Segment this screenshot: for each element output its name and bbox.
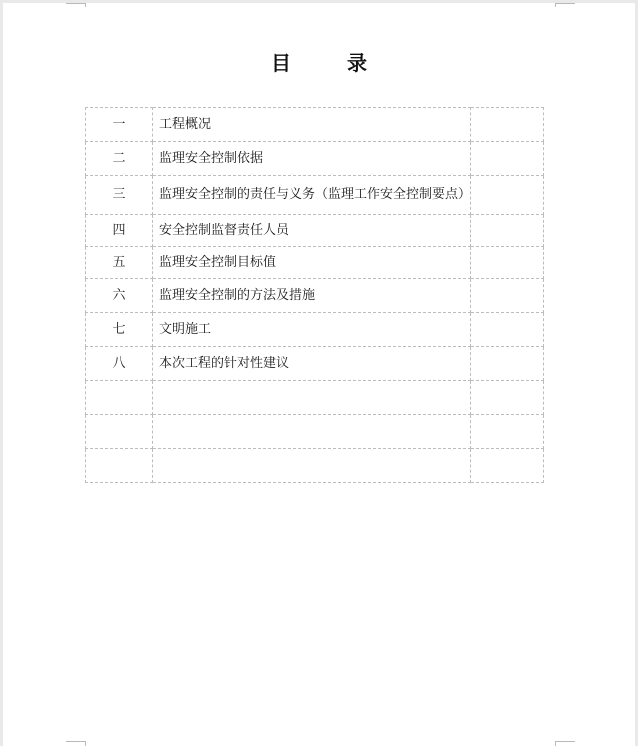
- toc-entry: 监理安全控制的责任与义务（监理工作安全控制要点）: [153, 176, 471, 215]
- toc-entry: 工程概况: [153, 108, 471, 142]
- crop-mark-bottom-right: [555, 741, 575, 742]
- toc-page: [471, 313, 544, 347]
- toc-number: 五: [86, 247, 153, 279]
- table-row: [86, 247, 544, 279]
- table-row: [86, 215, 544, 247]
- table-row: [86, 347, 544, 381]
- toc-number: 七: [86, 313, 153, 347]
- toc-entry: 本次工程的针对性建议: [153, 347, 471, 381]
- table-row: [86, 142, 544, 176]
- toc-page: [471, 279, 544, 313]
- toc-page: [471, 449, 544, 483]
- toc-page: [471, 381, 544, 415]
- table-row: [86, 415, 544, 449]
- crop-mark-bottom-left: [66, 741, 86, 742]
- toc-number: [86, 449, 153, 483]
- toc-page: [471, 415, 544, 449]
- table-row: [86, 381, 544, 415]
- table-row: [86, 449, 544, 483]
- table-row: [86, 279, 544, 313]
- table-row: [86, 313, 544, 347]
- title-char-right: 录: [347, 51, 367, 75]
- crop-mark-bottom-left-v: [85, 741, 86, 746]
- toc-number: 四: [86, 215, 153, 247]
- crop-mark-top-left-v: [85, 3, 86, 7]
- crop-mark-bottom-right-v: [555, 741, 556, 746]
- toc-entry: [153, 415, 471, 449]
- toc-entry: 安全控制监督责任人员: [153, 215, 471, 247]
- toc-page: [471, 108, 544, 142]
- toc-page: [471, 215, 544, 247]
- page-title: [3, 47, 635, 76]
- toc-number: [86, 415, 153, 449]
- crop-mark-top-left: [66, 3, 86, 4]
- toc-page: [471, 347, 544, 381]
- toc-entry: 监理安全控制依据: [153, 142, 471, 176]
- toc-number: 八: [86, 347, 153, 381]
- toc-page: [471, 142, 544, 176]
- toc-entry: 监理安全控制目标值: [153, 247, 471, 279]
- toc-table: [85, 107, 544, 483]
- toc-entry: 监理安全控制的方法及措施: [153, 279, 471, 313]
- toc-page: [471, 247, 544, 279]
- toc-number: [86, 381, 153, 415]
- toc-number: 三: [86, 176, 153, 215]
- title-char-left: 目: [271, 51, 291, 75]
- toc-number: 六: [86, 279, 153, 313]
- table-row: [86, 176, 544, 215]
- toc-entry: [153, 449, 471, 483]
- toc-number: 一: [86, 108, 153, 142]
- crop-mark-top-right: [555, 3, 575, 4]
- document-page: [3, 3, 635, 746]
- toc-number: 二: [86, 142, 153, 176]
- toc-page: [471, 176, 544, 215]
- toc-entry: 文明施工: [153, 313, 471, 347]
- toc-entry: [153, 381, 471, 415]
- crop-mark-top-right-v: [555, 3, 556, 7]
- table-row: [86, 108, 544, 142]
